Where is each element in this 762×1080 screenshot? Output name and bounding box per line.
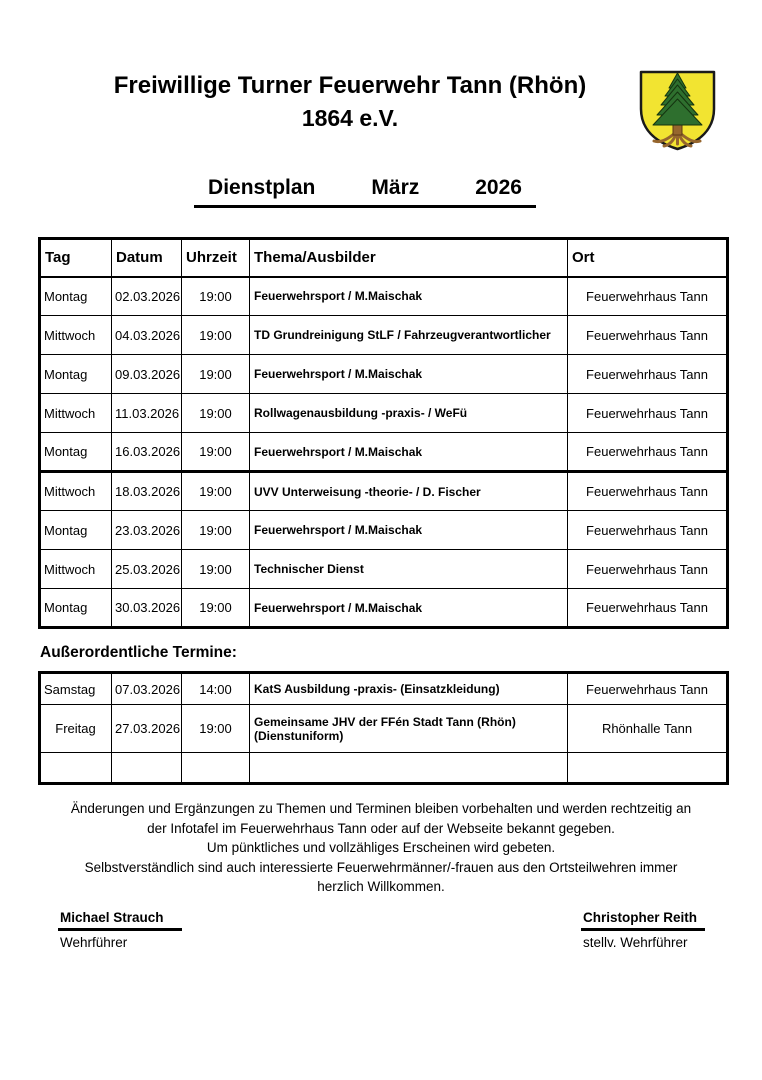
col-header-thema: Thema/Ausbilder xyxy=(250,239,568,277)
cell-ort: Feuerwehrhaus Tann xyxy=(568,355,728,394)
thema-line2: (Dienstuniform) xyxy=(254,728,344,743)
table-row xyxy=(40,472,728,511)
cell-datum: 07.03.2026 xyxy=(112,673,182,705)
signature-right-name: Christopher Reith xyxy=(581,910,705,931)
cell-tag: Montag xyxy=(40,277,112,316)
cell-thema: Feuerwehrsport / M.Maischak xyxy=(250,433,568,472)
header xyxy=(0,0,700,134)
cell-uhrzeit: 19:00 xyxy=(182,433,250,472)
cell-thema: Feuerwehrsport / M.Maischak xyxy=(250,589,568,628)
cell-ort: Feuerwehrhaus Tann xyxy=(568,472,728,511)
cell-ort xyxy=(568,753,728,784)
cell-tag: Montag xyxy=(40,589,112,628)
org-subtitle: 1864 e.V. xyxy=(301,105,399,131)
table-header-row xyxy=(40,239,728,277)
cell-thema: KatS Ausbildung -praxis- (Einsatzkleidung) xyxy=(250,673,568,705)
cell-uhrzeit: 19:00 xyxy=(182,472,250,511)
cell-uhrzeit: 19:00 xyxy=(182,394,250,433)
cell-uhrzeit: 19:00 xyxy=(182,550,250,589)
fir-tree-crest-icon xyxy=(637,69,718,153)
cell-uhrzeit: 19:00 xyxy=(182,705,250,753)
table-row xyxy=(40,433,728,472)
signature-left-role: Wehrführer xyxy=(60,934,128,950)
notes-line: Um pünktliches und vollzähliges Erscheinen wird gebeten. xyxy=(206,840,556,855)
cell-thema: Rollwagenausbildung -praxis- / WeFü xyxy=(250,394,568,433)
schedule-title-wrap xyxy=(0,176,730,208)
schedule-title-label: Dienstplan xyxy=(208,176,316,199)
cell-tag: Samstag xyxy=(40,673,112,705)
cell-tag: Montag xyxy=(40,355,112,394)
cell-thema: Feuerwehrsport / M.Maischak xyxy=(250,277,568,316)
col-header-uhrzeit: Uhrzeit xyxy=(182,239,250,277)
schedule-title-month: März xyxy=(371,176,420,199)
cell-tag: Mittwoch xyxy=(40,550,112,589)
extra-section-title: Außerordentliche Termine: xyxy=(40,644,237,661)
table-row xyxy=(40,753,728,784)
table-row xyxy=(40,277,728,316)
cell-uhrzeit: 19:00 xyxy=(182,277,250,316)
org-title: Freiwillige Turner Feuerwehr Tann (Rhön) xyxy=(113,72,587,99)
signature-left-name: Michael Strauch xyxy=(58,910,182,931)
col-header-tag: Tag xyxy=(40,239,112,277)
cell-tag xyxy=(40,753,112,784)
cell-tag: Freitag xyxy=(40,705,112,753)
cell-tag: Mittwoch xyxy=(40,316,112,355)
cell-datum: 18.03.2026 xyxy=(112,472,182,511)
signature-left xyxy=(58,910,182,950)
col-header-datum: Datum xyxy=(112,239,182,277)
cell-tag: Montag xyxy=(40,433,112,472)
cell-ort: Feuerwehrhaus Tann xyxy=(568,433,728,472)
table-row xyxy=(40,705,728,753)
cell-tag: Montag xyxy=(40,511,112,550)
cell-uhrzeit: 19:00 xyxy=(182,355,250,394)
cell-datum: 16.03.2026 xyxy=(112,433,182,472)
thema-line1: Gemeinsame JHV der FFén Stadt Tann (Rhön) xyxy=(254,714,516,729)
cell-datum: 04.03.2026 xyxy=(112,316,182,355)
cell-datum xyxy=(112,753,182,784)
extra-appointments-table xyxy=(38,671,729,785)
cell-ort: Feuerwehrhaus Tann xyxy=(568,277,728,316)
cell-thema: Feuerwehrsport / M.Maischak xyxy=(250,511,568,550)
schedule-title xyxy=(194,176,536,208)
notes-line: der Infotafel im Feuerwehrhaus Tann oder auf der Webseite bekannt gegeben. xyxy=(147,820,615,836)
cell-uhrzeit: 14:00 xyxy=(182,673,250,705)
cell-ort: Rhönhalle Tann xyxy=(568,705,728,753)
signature-right-role: stellv. Wehrführer xyxy=(583,934,688,950)
col-header-ort: Ort xyxy=(568,239,728,277)
cell-uhrzeit: 19:00 xyxy=(182,511,250,550)
table-row xyxy=(40,355,728,394)
cell-thema: TD Grundreinigung StLF / Fahrzeugverantwortlicher xyxy=(250,316,568,355)
notes-line: Selbstverständlich sind auch interessierte Feuerwehrmänner/-frauen aus den Ortsteilwehren immer xyxy=(84,859,678,875)
cell-datum: 09.03.2026 xyxy=(112,355,182,394)
cell-ort: Feuerwehrhaus Tann xyxy=(568,394,728,433)
cell-datum: 11.03.2026 xyxy=(112,394,182,433)
cell-thema xyxy=(250,705,568,753)
cell-tag: Mittwoch xyxy=(40,394,112,433)
signatures xyxy=(0,910,762,950)
cell-uhrzeit xyxy=(182,753,250,784)
cell-datum: 23.03.2026 xyxy=(112,511,182,550)
cell-datum: 02.03.2026 xyxy=(112,277,182,316)
table-row xyxy=(40,550,728,589)
tann-coat-of-arms xyxy=(637,69,718,153)
cell-thema: UVV Unterweisung -theorie- / D. Fischer xyxy=(250,472,568,511)
cell-uhrzeit: 19:00 xyxy=(182,316,250,355)
cell-ort: Feuerwehrhaus Tann xyxy=(568,316,728,355)
cell-ort: Feuerwehrhaus Tann xyxy=(568,673,728,705)
cell-thema: Feuerwehrsport / M.Maischak xyxy=(250,355,568,394)
cell-datum: 30.03.2026 xyxy=(112,589,182,628)
cell-datum: 27.03.2026 xyxy=(112,705,182,753)
cell-uhrzeit: 19:00 xyxy=(182,589,250,628)
table-row xyxy=(40,673,728,705)
notes-paragraph xyxy=(0,799,762,897)
duty-schedule-table xyxy=(38,237,729,629)
table-row xyxy=(40,589,728,628)
cell-ort: Feuerwehrhaus Tann xyxy=(568,511,728,550)
schedule-title-year: 2026 xyxy=(475,176,522,199)
signature-right xyxy=(581,910,705,950)
table-row xyxy=(40,511,728,550)
table-row xyxy=(40,394,728,433)
cell-ort: Feuerwehrhaus Tann xyxy=(568,589,728,628)
cell-ort: Feuerwehrhaus Tann xyxy=(568,550,728,589)
notes-line: Änderungen und Ergänzungen zu Themen und Terminen bleiben vorbehalten und werden rechtzeitig an xyxy=(70,801,692,816)
cell-thema xyxy=(250,753,568,784)
table-row xyxy=(40,316,728,355)
cell-tag: Mittwoch xyxy=(40,472,112,511)
cell-datum: 25.03.2026 xyxy=(112,550,182,589)
notes-line: herzlich Willkommen. xyxy=(317,879,445,894)
cell-thema: Technischer Dienst xyxy=(250,550,568,589)
